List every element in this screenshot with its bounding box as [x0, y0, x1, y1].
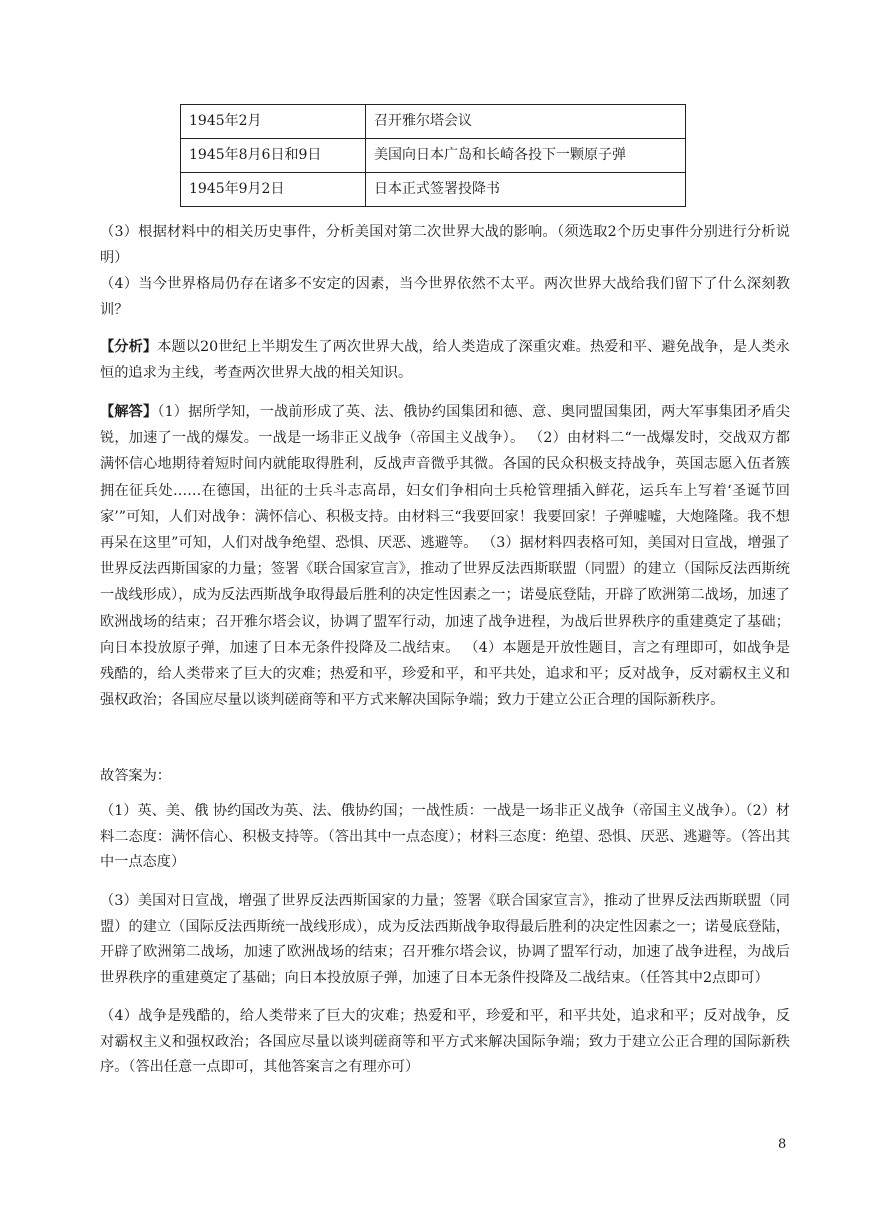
table-cell-event: 召开雅尔塔会议: [366, 105, 686, 139]
answer-title: 故答案为：: [100, 768, 171, 784]
page-number: 8: [778, 1137, 787, 1152]
table-cell-event: 美国向日本广岛和长崎各投下一颗原子弹: [366, 139, 686, 173]
analysis-label: 【分析】: [100, 339, 158, 355]
analysis-paragraph: [100, 335, 790, 386]
answer-3: （3）美国对日宣战，增强了世界反法西斯国家的力量；签署《联合国家宣言》，推动了世界反法西斯联盟（同盟）的建立（国际反法西斯统一战线形成），成为反法西斯战争取得最后胜利的决定性因素之一；诺曼底登陆，开辟了欧洲第二战场，加速了欧洲战场的结束；召开雅尔塔会议，协调了盟军行动，加速了战争进程，为战后世界秩序的重建奠定了基础；向日本投放原子弹，加速了日本无条件投降及二战结束。（任答其中2点即可）: [100, 893, 790, 986]
solution-paragraph: [100, 399, 790, 713]
table-cell-date: 1945年8月6日和9日: [181, 139, 366, 173]
answer-4: （4）战争是残酷的，给人类带来了巨大的灾难；热爱和平，珍爱和平，和平共处，追求和平；反对战争，反对霸权主义和强权政治；各国应尽量以谈判磋商等和平方式来解决国际争端；致力于建立公正合理的国际新秩序。（答出任意一点即可，其他答案言之有理亦可）: [100, 1008, 790, 1075]
question-4: （4）当今世界格局仍存在诸多不安定的因素，当今世界依然不太平。两次世界大战给我们留下了什么深刻教训？: [100, 276, 790, 318]
solution-text: （1）据所学知，一战前形成了英、法、俄协约国集团和德、意、奥同盟国集团，两大军事集团矛盾尖锐，加速了一战的爆发。一战是一场非正义战争（帝国主义战争）。 （2）由材料二“一战爆发时，交战双方都满怀信心地期待着短时间内就能取得胜利，反战声音微乎其微。各国的民众积极支持战争，英国志愿入伍者簇拥在征兵处……在德国，出征的士兵斗志高昂，妇女们争相向士兵枪管理插入鲜花，运兵车上写着‘圣诞节回家’”可知，人们对战争：满怀信心、积极支持。由材料三“我要回家！我要回家！子弹嘘嘘，大炮隆隆。我不想再呆在这里”可知，人们对战争绝望、恐惧、厌恶、逃避等。 （3）据材料四表格可知，美国对日宣战，增强了世界反法西斯国家的力量；签署《联合国家宣言》，推动了世界反法西斯联盟（同盟）的建立（国际反法西斯统一战线形成），成为反法西斯战争取得最后胜利的决定性因素之一；诺曼底登陆，开辟了欧洲第二战场，加速了欧洲战场的结束；召开雅尔塔会议，协调了盟军行动，加速了战争进程，为战后世界秩序的重建奠定了基础；向日本投放原子弹，加速了日本无条件投降及二战结束。 （4）本题是开放性题目，言之有理即可，如战争是残酷的，给人类带来了巨大的灾难；热爱和平，珍爱和平，和平共处，追求和平；反对战争，反对霸权主义和强权政治；各国应尽量以谈判磋商等和平方式来解决国际争端；致力于建立公正合理的国际新秩序。: [100, 404, 790, 709]
table-cell-date: 1945年2月: [181, 105, 366, 139]
solution-label: 【解答】: [100, 404, 158, 420]
events-table: [180, 104, 686, 207]
answer-1-2: （1）英、美、俄 协约国改为英、法、俄协约国；一战性质：一战是一场非正义战争（帝国主义战争）。（2）材料二态度：满怀信心、积极支持等。（答出其中一点态度）；材料三态度：绝望、恐惧、厌恶、逃避等。（答出其中一点态度）: [100, 803, 790, 870]
table-cell-date: 1945年9月2日: [181, 173, 366, 207]
table-row: [181, 139, 686, 173]
table-row: [181, 105, 686, 139]
table-cell-event: 日本正式签署投降书: [366, 173, 686, 207]
table-row: [181, 173, 686, 207]
question-3: （3）根据材料中的相关历史事件，分析美国对第二次世界大战的影响。（须选取2个历史事件分别进行分析说明）: [100, 224, 790, 266]
analysis-text: 本题以20世纪上半期发生了两次世界大战，给人类造成了深重灾难。热爱和平、避免战争，是人类永恒的追求为主线，考查两次世界大战的相关知识。: [100, 339, 790, 381]
